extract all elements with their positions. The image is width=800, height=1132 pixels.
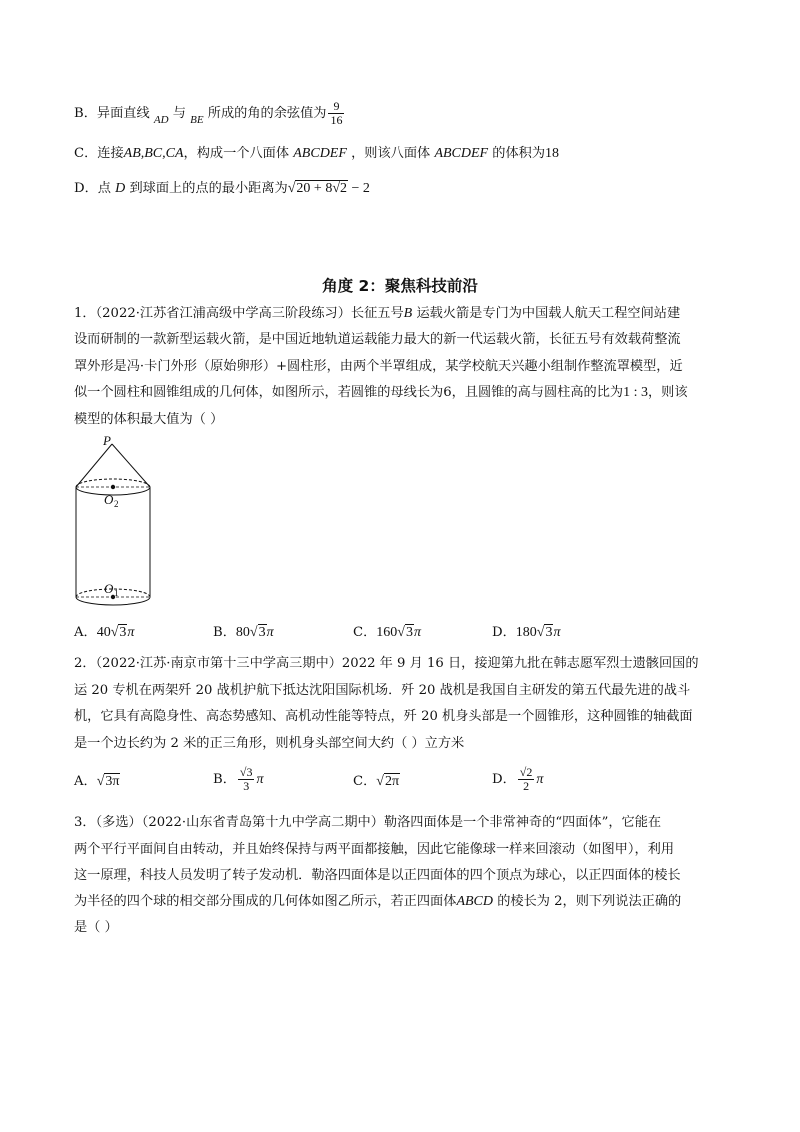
q2-option-d[interactable] (492, 766, 543, 793)
coef: 40 (96, 625, 111, 640)
option-label: C． (74, 146, 98, 161)
q2-line-3: 机，它具有高隐身性、高态势感知、高机动性能等特点，歼 20 机身头部是一个圆锥形，这种圆锥的轴截面 (74, 709, 693, 724)
section-title: 角度 2：聚焦科技前沿 (322, 277, 478, 295)
radicand: 3π (105, 774, 120, 789)
fraction (328, 100, 344, 127)
option-label: B． (74, 106, 97, 121)
option-text: ，构成一个八面体 (183, 146, 290, 161)
option-text: 异面直线 (96, 106, 150, 121)
q1-text: 运载火箭是专门为中国载人航天工程空间站建 (416, 306, 681, 321)
denominator: 16 (330, 113, 343, 127)
option-b-prev (74, 100, 346, 127)
radicand: 3 (258, 625, 266, 640)
label-o2: O (104, 492, 114, 507)
option-d-prev (74, 180, 370, 198)
denominator: 2 (523, 779, 530, 793)
pi: π (413, 625, 421, 640)
label-o1: O (104, 581, 114, 596)
radicand: 3 (405, 625, 413, 640)
option-text: 的体积为 (492, 146, 546, 161)
option-label: D． (74, 181, 98, 196)
coef: 80 (235, 625, 250, 640)
tail-term: − 2 (348, 181, 370, 196)
q1-line-4 (74, 384, 688, 402)
q2-option-a[interactable]: A．√3π (74, 774, 120, 789)
q3-line-4 (74, 893, 681, 911)
q1-line-5: 模型的体积最大值为（ ） (74, 412, 224, 427)
math-text: ABCD (456, 894, 493, 909)
q3-text: 为半径的四个球的相交部分围成的几何体如图乙所示，若正四面体 (74, 894, 457, 909)
q1-option-c[interactable]: C．160√3π (353, 625, 421, 640)
pi: π (256, 772, 264, 787)
math-text: D (115, 181, 126, 196)
radicand: 20 + 8√2 (296, 181, 348, 196)
math-text: ABCDEF (434, 146, 489, 161)
option-label: C． (353, 625, 377, 640)
line-be: BE (190, 114, 204, 126)
line-ad: AD (153, 114, 169, 126)
q1-text: 1．（2022·江苏省江浦高级中学高三阶段练习）长征五号 (74, 306, 404, 321)
q3-text: 的棱长为 2，则下列说法正确的 (497, 894, 682, 909)
coef: 180 (515, 625, 537, 640)
volume-value: 18 (545, 146, 560, 161)
q1-option-a[interactable]: A．40√3π (74, 625, 135, 640)
q2-option-b[interactable] (213, 766, 264, 793)
radicand: 3 (119, 625, 127, 640)
option-label: C． (353, 774, 377, 789)
q2-line-1: 2．（2022·江苏·南京市第十三中学高三期中）2022 年 9 月 16 日，接迎第九批在韩志愿军烈士遗骸回国的 (74, 656, 699, 671)
pi: π (553, 625, 561, 640)
label-o1-sub: 1 (114, 588, 119, 598)
q2-line-4: 是一个边长约为 2 米的正三角形，则机身头部空间大约（ ）立方米 (74, 736, 465, 751)
q2-option-c[interactable]: C．√2π (353, 774, 400, 789)
q1-line-3: 罩外形是冯·卡门外形（原始卵形）+圆柱形，由两个半罩组成，某学校航天兴趣小组制作整流罩模型，近 (74, 359, 683, 374)
q1-line-1 (74, 305, 680, 323)
sqrt-expression: √20 + 8√2 − 2 (287, 181, 370, 196)
label-p: P (103, 434, 111, 448)
radicand: 2π (384, 774, 400, 789)
math-text: ABCDEF (293, 146, 347, 161)
option-text: 点 (97, 181, 111, 196)
q3-line-3: 这一原理，科技人员发明了转子发动机．勒洛四面体是以正四面体的四个顶点为球心，以正四面体的棱长 (74, 868, 681, 883)
radicand: 3 (545, 625, 553, 640)
option-text: 所成的角的余弦值为 (207, 106, 327, 121)
q1-option-b[interactable]: B．80√3π (213, 625, 274, 640)
option-text: 连接 (97, 146, 124, 161)
cylinder-cone-diagram (68, 434, 168, 614)
numerator: 9 (328, 100, 344, 114)
option-label: A． (74, 774, 97, 789)
pi: π (536, 772, 544, 787)
option-text: ，则该八面体 (351, 146, 431, 161)
coef: 160 (376, 625, 398, 640)
option-c-prev (74, 145, 559, 163)
ratio: 1 : 3 (623, 385, 648, 400)
math-text: AB,BC,CA (123, 146, 184, 161)
numerator: √3 (239, 765, 253, 779)
pi: π (266, 625, 274, 640)
q1-text: 似一个圆柱和圆锥组成的几何体，如图所示，若圆锥的母线长为6，且圆锥的高与圆柱高的比为 (74, 385, 624, 400)
q3-line-1: 3．（多选）（2022·山东省青岛第十九中学高二期中）勒洛四面体是一个非常神奇的“四面体”，它能在 (74, 815, 662, 830)
option-text: 与 (172, 106, 186, 121)
option-label: D． (492, 625, 516, 640)
option-label: B． (213, 772, 236, 787)
q1-text: ，则该 (647, 385, 688, 400)
numerator: √2 (519, 765, 533, 779)
option-label: D． (492, 772, 516, 787)
label-o2-sub: 2 (114, 499, 119, 509)
option-text: 到球面上的点的最小距离为 (129, 181, 288, 196)
q1-line-2: 设而研制的一款新型运载火箭，是中国近地轨道运载能力最大的新一代运载火箭，长征五号有效载荷整流 (74, 332, 681, 347)
option-label: A． (74, 625, 97, 640)
math-text: B (403, 306, 413, 321)
q1-option-d[interactable]: D．180√3π (492, 625, 561, 640)
q3-line-5: 是（ ） (74, 920, 118, 935)
q2-line-2: 运 20 专机在两架歼 20 战机护航下抵达沈阳国际机场．歼 20 战机是我国自主研发的第五代最先进的战斗 (74, 683, 691, 698)
denominator: 3 (243, 779, 250, 793)
q3-line-2: 两个平行平面间自由转动，并且始终保持与两平面都接触，因此它能像球一样来回滚动（如图甲），利用 (74, 842, 675, 857)
rocket-fairing-figure (68, 434, 168, 618)
option-label: B． (213, 625, 236, 640)
pi: π (127, 625, 135, 640)
